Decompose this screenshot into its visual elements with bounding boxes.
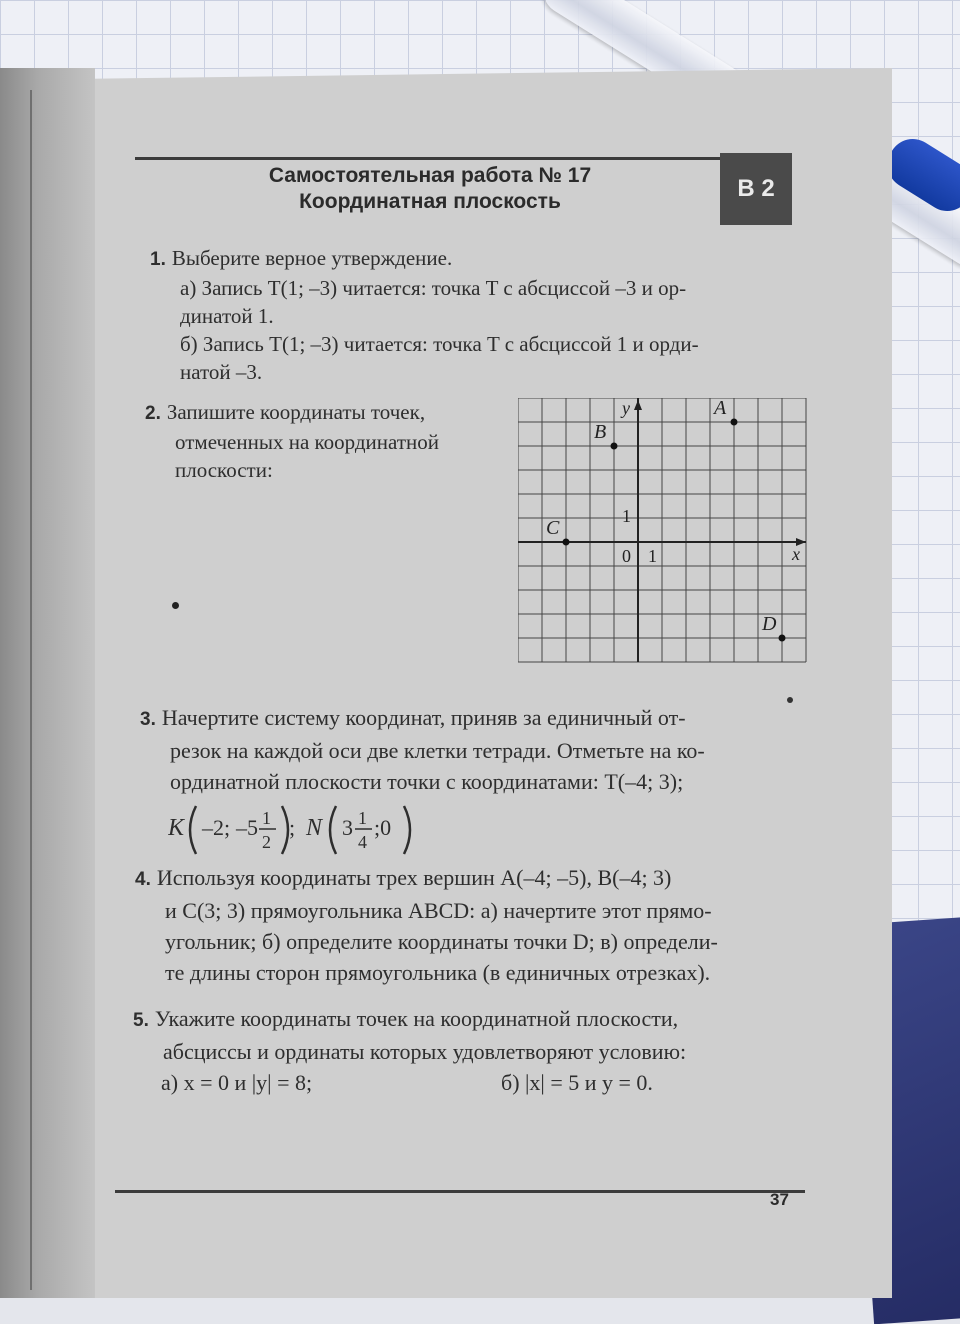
points: [546, 398, 786, 642]
point-b: [611, 443, 618, 450]
page-number: 37: [770, 1190, 789, 1209]
task-2: [145, 398, 505, 484]
k-left-paren: [190, 806, 196, 854]
task-line: резок на каждой оси две клетки тетради. Отметьте на ко-: [170, 738, 705, 763]
n-name: N: [306, 815, 323, 841]
task-line: Начертите систему координат, приняв за единичный от-: [161, 705, 686, 730]
header-rule: [135, 157, 725, 160]
binding-line: [30, 90, 32, 1290]
task-number: 2.: [145, 403, 161, 424]
task-line: абсциссы и ординаты которых удовлетворяют условию:: [163, 1039, 687, 1064]
unit-y-label: 1: [622, 506, 631, 526]
task-number: 1.: [150, 249, 166, 270]
task-line: Запишите координаты точек,: [166, 400, 426, 424]
task-number: 5.: [133, 1010, 149, 1031]
point-label-b: B: [594, 421, 607, 443]
n-left-paren: [330, 806, 336, 854]
point-label-a: A: [714, 398, 727, 419]
condition-a: а) x = 0 и |y| = 8;: [161, 1070, 313, 1095]
task-line: натой –3.: [180, 360, 263, 384]
task-line: динатой 1.: [180, 304, 274, 328]
task-line: б) Запись T(1; –3) читается: точка T с абсциссой 1 и орди-: [180, 332, 699, 356]
page-title: [150, 163, 710, 215]
point-a: [731, 419, 738, 426]
unit-x-label: 1: [648, 546, 657, 566]
title-line-2: Координатная плоскость: [299, 190, 561, 213]
variant-badge: В 2: [720, 153, 792, 225]
k-numerator: 1: [262, 808, 271, 828]
stray-dot: [787, 697, 793, 703]
condition-b: б) |x| = 5 и y = 0.: [501, 1070, 653, 1095]
point-label-d: D: [762, 613, 777, 635]
point-d: [779, 635, 786, 642]
n-whole: 3: [342, 815, 353, 840]
task-line: угольник; б) определите координаты точки D; в) определи-: [165, 929, 718, 954]
task-line: Укажите координаты точек на координатной плоскости,: [154, 1006, 679, 1031]
origin-label: 0: [622, 546, 631, 566]
task-line: те длины сторон прямоугольника (в единичных отрезках).: [165, 960, 711, 985]
n-denominator: 4: [358, 832, 367, 852]
y-axis-label: y: [622, 398, 630, 418]
stray-dot: [172, 602, 179, 609]
footer-rule: [115, 1190, 805, 1193]
task-4: [135, 862, 835, 988]
task-1: [150, 244, 699, 386]
x-axis-label: x: [792, 544, 800, 564]
task-number: 4.: [135, 869, 151, 890]
task-line: а) Запись T(1; –3) читается: точка T с абсциссой –3 и ор-: [180, 276, 687, 300]
k-denominator: 2: [262, 832, 271, 852]
k-x: –2;: [202, 815, 231, 840]
task-3: [140, 702, 830, 797]
task-prompt: Выберите верное утверждение.: [171, 246, 453, 270]
book-spine: [0, 68, 95, 1298]
point-label-c: C: [546, 517, 560, 539]
formula-k-n: [168, 800, 438, 860]
task-line: отмеченных на координатной: [175, 430, 439, 454]
y-axis-arrow: [634, 400, 642, 410]
k-name: K: [168, 815, 185, 841]
separator: ;: [289, 815, 296, 840]
task-line: ординатной плоскости точки с координатами: T(–4; 3);: [170, 769, 684, 794]
k-right-paren: [282, 806, 288, 854]
task-number: 3.: [140, 709, 156, 730]
task-line: и C(3; 3) прямоугольника ABCD: а) начертите этот прямо-: [165, 898, 712, 923]
task-5: [133, 1003, 833, 1098]
conditions: [133, 1067, 833, 1098]
point-c: [563, 539, 570, 546]
n-right-paren: [404, 806, 410, 854]
task-line: плоскости:: [175, 458, 273, 482]
n-numerator: 1: [358, 808, 367, 828]
n-y: ;0: [374, 815, 392, 840]
coordinate-plane: [518, 398, 808, 668]
title-line-1: Самостоятельная работа № 17: [268, 164, 592, 187]
task-line: Используя координаты трех вершин A(–4; –5), B(–4; 3): [156, 865, 672, 890]
k-whole: –5: [236, 815, 258, 840]
